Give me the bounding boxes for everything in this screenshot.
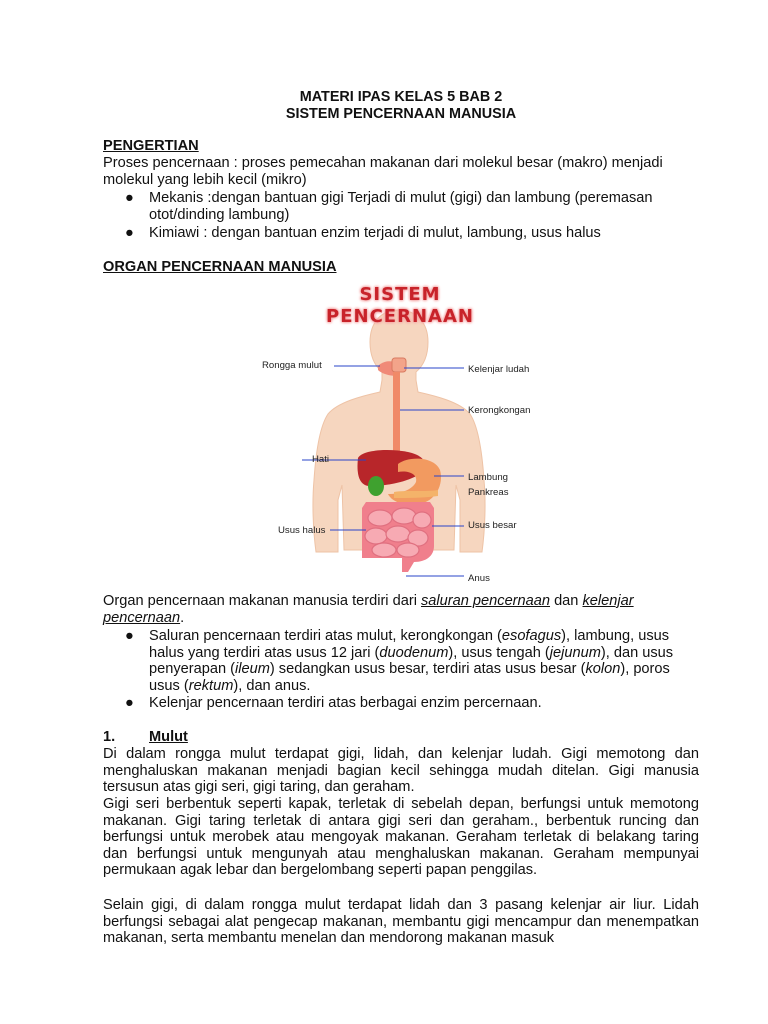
mulut-paragraph-2: Gigi seri berbentuk seperti kapak, terletak di sebelah depan, berfungsi untuk memotong makanan. Gigi taring terletak di antara gigi seri dan geraham., berbentuk runcing dan berfungsi untuk merobek atau mengoyak makanan. Geraham terletak di belakang taring dan berfungsi untuk mengunyah atau menghaluskan makanan. Geraham mempunyai permukaan agak lebar dan bergelombang seperti papan penggilas. (103, 796, 699, 879)
bullet-text: Kimiawi : dengan bantuan enzim terjadi di mulut, lambung, usus halus (149, 225, 601, 242)
document-title: MATERI IPAS KELAS 5 BAB 2 (299, 89, 503, 105)
term-kelenjar-pencernaan: kelenjar pencernaan (103, 593, 634, 626)
bullet-icon: ● (125, 225, 134, 242)
bullet-text: Saluran pencernaan terdiri atas mulut, kerongkongan (esofagus), lambung, usus halus yang terdiri atas usus 12 jari (duodenum), usus tengah (jejunum), dan usus penyerapan (ileum) sedangkan usus besar, terdiri atas usus besar (kolon), poros usus (rektum), dan anus. (149, 628, 674, 694)
list-item (103, 628, 699, 694)
bullet-icon: ● (125, 695, 134, 712)
diagram-title: SISTEM PENCERNAAN (326, 284, 474, 327)
bullet-icon: ● (125, 190, 134, 206)
label-kerongkongan: Kerongkongan (468, 405, 531, 416)
gallbladder-shape (368, 476, 384, 496)
bullet-icon: ● (125, 628, 134, 644)
label-pankreas: Pankreas (468, 487, 509, 498)
organ-intro-paragraph: Organ pencernaan makanan manusia terdiri dari saluran pencernaan dan kelenjar pencernaan. (103, 593, 634, 626)
digestive-system-diagram (258, 280, 530, 585)
section-number: 1. (103, 729, 116, 745)
label-rongga-mulut: Rongga mulut (262, 360, 322, 371)
definition-paragraph: Proses pencernaan : proses pemecahan makanan dari molekul besar (makro) menjadi molekul yang lebih kecil (mikro) (103, 155, 663, 188)
bullet-text: Kelenjar pencernaan terdiri atas berbagai enzim percernaan. (149, 695, 542, 712)
label-kelenjar-ludah: Kelenjar ludah (468, 364, 530, 375)
document-subtitle: SISTEM PENCERNAAN MANUSIA (285, 106, 517, 122)
mulut-paragraph-3: Selain gigi, di dalam rongga mulut terdapat lidah dan 3 pasang kelenjar air liur. Lidah berfungsi sebagai alat pengecap makanan, membantu gigi mencampur dan menempatkan makanan, serta membantu menelan dan mendorong makanan masuk (103, 897, 699, 947)
list-item (103, 190, 699, 223)
label-usus-halus: Usus halus (278, 525, 326, 536)
label-usus-besar: Usus besar (468, 520, 517, 531)
label-lambung: Lambung (468, 472, 509, 483)
bullet-text: Mekanis :dengan bantuan gigi Terjadi di mulut (gigi) dan lambung (peremasan otot/dinding lambung) (149, 190, 653, 223)
heading-organ-pencernaan: ORGAN PENCERNAAN MANUSIA (103, 259, 337, 275)
mulut-paragraph-1: Di dalam rongga mulut terdapat gigi, lidah, dan kelenjar ludah. Gigi memotong dan menghaluskan makanan menjadi bagian kecil sehingga mudah ditelan. Gigi manusia tersusun atas gigi seri, gigi taring, dan geraham. (103, 746, 699, 796)
term-saluran-pencernaan: saluran pencernaan (421, 593, 551, 609)
heading-pengertian: PENGERTIAN (103, 138, 199, 154)
pengertian-bullet-list (103, 190, 699, 242)
label-anus: Anus (468, 573, 490, 584)
section-title-mulut: Mulut (149, 729, 188, 745)
organ-bullet-list (103, 628, 699, 712)
list-item (103, 695, 699, 712)
esophagus-shape (393, 372, 400, 464)
list-item (103, 225, 699, 242)
label-hati: Hati (312, 454, 330, 465)
salivary-gland-shape (392, 358, 406, 372)
